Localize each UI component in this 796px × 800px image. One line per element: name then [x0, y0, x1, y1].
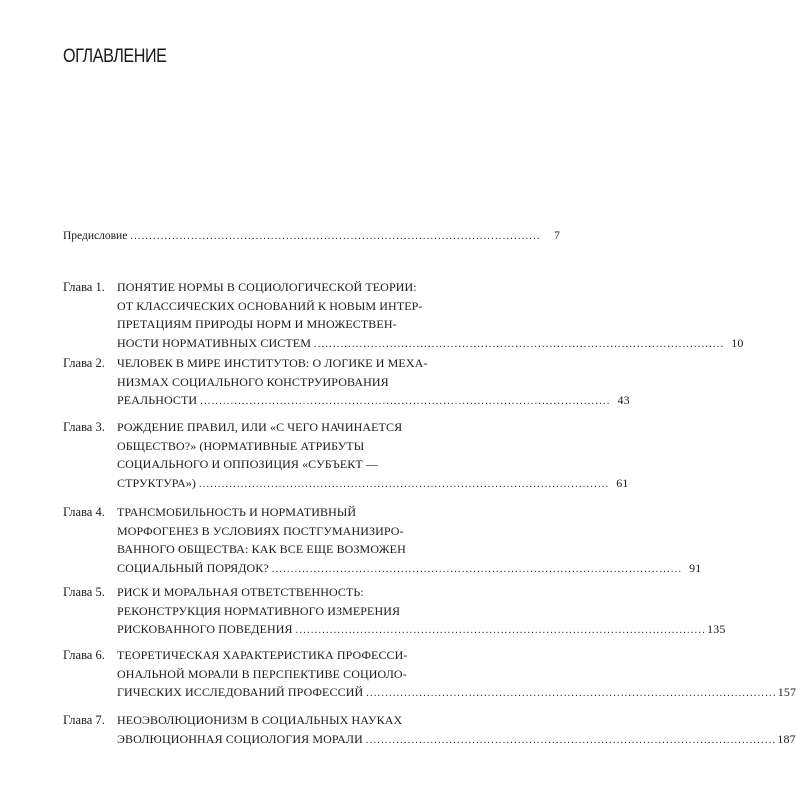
chapter-title-line: СОЦИАЛЬНЫЙ ПОРЯДОК?: [117, 560, 269, 575]
chapter-page-number: 10: [731, 335, 744, 350]
chapter-title-line: МОРФОГЕНЕЗ В УСЛОВИЯХ ПОСТГУМАНИЗИРО-: [117, 523, 404, 538]
chapter-title-line: НЕОЭВОЛЮЦИОНИЗМ В СОЦИАЛЬНЫХ НАУКАХ: [117, 713, 403, 727]
chapter-title-line: ОБЩЕСТВО?» (НОРМАТИВНЫЕ АТРИБУТЫ: [117, 438, 365, 453]
chapter-title-line: НИЗМАХ СОЦИАЛЬНОГО КОНСТРУИРОВАНИЯ: [117, 374, 389, 389]
chapter-title-line: РИСКОВАННОГО ПОВЕДЕНИЯ: [117, 622, 293, 636]
chapter-page-number: 187: [777, 731, 796, 746]
dot-leader: [200, 391, 609, 412]
chapter-label: Глава 7.: [63, 713, 105, 727]
chapter-label: Глава 3.: [63, 420, 105, 434]
chapter-title-line: ТРАНСМОБИЛЬНОСТЬ И НОРМАТИВНЫЙ: [117, 505, 357, 519]
chapter-page-number: 91: [689, 560, 702, 575]
preface-page-number: 7: [554, 230, 560, 242]
chapter-title-line: СТРУКТУРА»): [117, 475, 196, 490]
dot-leader: [366, 730, 775, 751]
toc-entry-chapter-7[interactable]: [63, 711, 796, 750]
toc-entry-chapter-3[interactable]: [63, 418, 629, 494]
chapter-title-line: РОЖДЕНИЕ ПРАВИЛ, ИЛИ «С ЧЕГО НАЧИНАЕТСЯ: [117, 420, 403, 434]
chapter-label: Глава 5.: [63, 585, 105, 599]
chapter-title-line: ЭВОЛЮЦИОННАЯ СОЦИОЛОГИЯ МОРАЛИ: [117, 731, 363, 746]
table-of-contents: [63, 228, 796, 746]
chapter-title-line: ОТ КЛАССИЧЕСКИХ ОСНОВАНИЙ К НОВЫМ ИНТЕР-: [117, 298, 423, 313]
dot-leader: [130, 228, 539, 245]
chapter-title-line: ТЕОРЕТИЧЕСКАЯ ХАРАКТЕРИСТИКА ПРОФЕССИ-: [117, 648, 408, 662]
toc-entry-chapter-2[interactable]: [63, 354, 630, 412]
chapter-title-line: НОСТИ НОРМАТИВНЫХ СИСТЕМ: [117, 335, 311, 350]
dot-leader: [366, 683, 775, 704]
toc-entry-chapter-1[interactable]: [63, 278, 744, 354]
chapter-page-number: 157: [777, 685, 796, 699]
chapter-title-line: ВАННОГО ОБЩЕСТВА: КАК ВСЕ ЕЩЕ ВОЗМОЖЕН: [117, 542, 406, 556]
chapter-page-number: 61: [616, 475, 629, 490]
chapter-title-line: РЕАЛЬНОСТИ: [117, 393, 198, 407]
chapter-label: Глава 1.: [63, 280, 105, 294]
chapter-title-line: ПОНЯТИЕ НОРМЫ В СОЦИОЛОГИЧЕСКОЙ ТЕОРИИ:: [117, 280, 417, 294]
chapter-title-line: РЕКОНСТРУКЦИЯ НОРМАТИВНОГО ИЗМЕРЕНИЯ: [117, 603, 401, 618]
chapter-title-line: РИСК И МОРАЛЬНАЯ ОТВЕТСТВЕННОСТЬ:: [117, 585, 364, 599]
chapter-label: Глава 4.: [63, 505, 105, 519]
toc-entry-preface[interactable]: [63, 228, 560, 245]
toc-entry-chapter-4[interactable]: [63, 503, 702, 579]
chapter-title-line: ГИЧЕСКИХ ИССЛЕДОВАНИЙ ПРОФЕССИЙ: [117, 685, 364, 699]
chapter-page-number: 43: [617, 393, 630, 407]
chapter-page-number: 135: [707, 622, 726, 636]
toc-entry-chapter-5[interactable]: [63, 583, 726, 641]
dot-leader: [314, 334, 723, 355]
dot-leader: [272, 559, 681, 580]
dot-leader: [199, 474, 608, 495]
preface-label: Предисловие: [63, 230, 128, 242]
dot-leader: [296, 620, 705, 641]
chapter-label: Глава 6.: [63, 648, 105, 662]
toc-entry-chapter-6[interactable]: [63, 646, 796, 704]
chapter-title-line: ПРЕТАЦИЯМ ПРИРОДЫ НОРМ И МНОЖЕСТВЕН-: [117, 317, 397, 331]
page-title: ОГЛАВЛЕНИЕ: [63, 46, 167, 67]
chapter-label: Глава 2.: [63, 356, 105, 370]
chapter-title-line: ЧЕЛОВЕК В МИРЕ ИНСТИТУТОВ: О ЛОГИКЕ И МЕХА-: [117, 356, 428, 370]
chapter-title-line: СОЦИАЛЬНОГО И ОППОЗИЦИЯ «СУБЪЕКТ —: [117, 457, 378, 471]
chapter-title-line: ОНАЛЬНОЙ МОРАЛИ В ПЕРСПЕКТИВЕ СОЦИОЛО-: [117, 666, 407, 681]
